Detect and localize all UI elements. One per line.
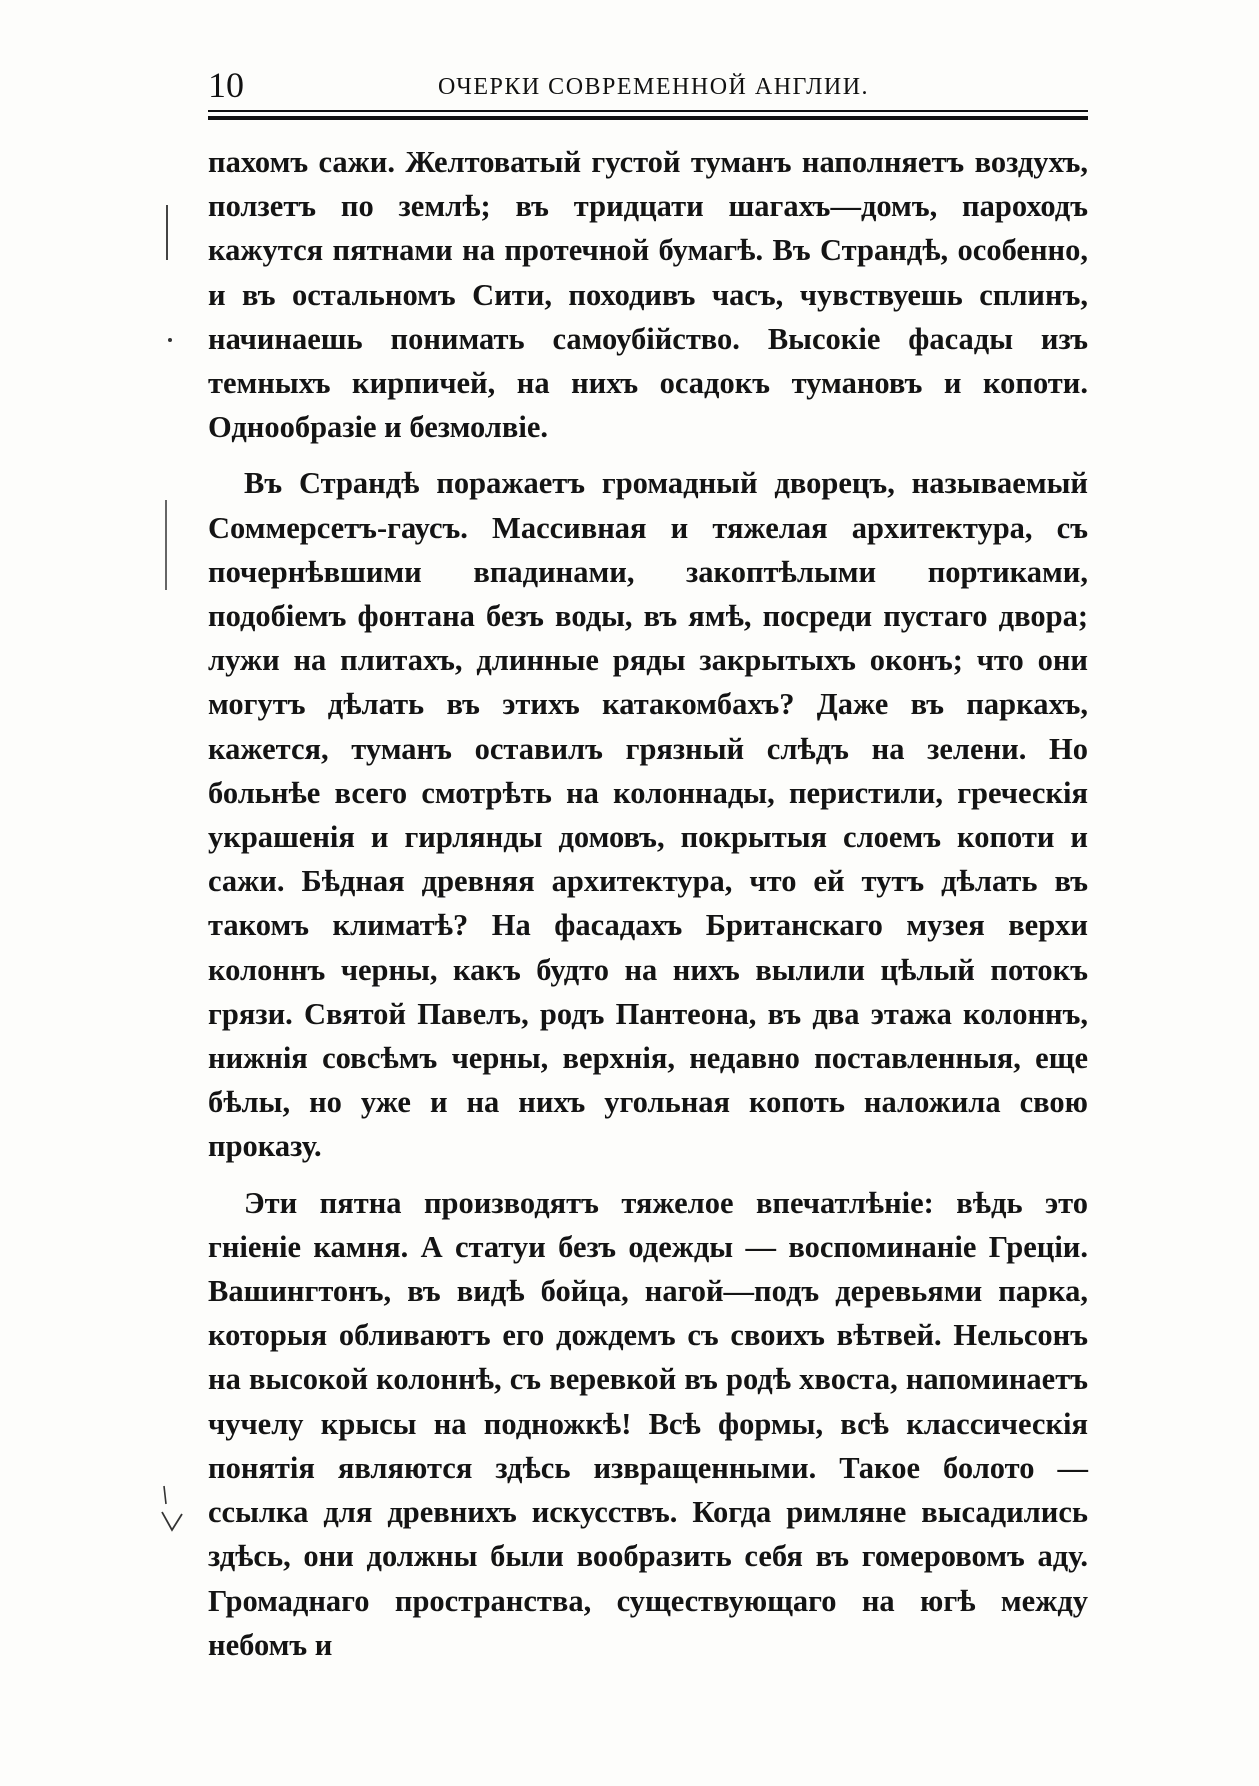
margin-pencil-dot bbox=[168, 338, 172, 342]
paragraph: Эти пятна производятъ тяжелое впечатлѣніе: вѣдь это гніеніе камня. А статуи безъ одежды — воспоминаніе Греціи. Вашингтонъ, въ видѣ бойца, нагой—подъ деревьями парка, которыя обливаютъ его дождемъ съ своихъ вѣтвей. Нельсонъ на высокой колоннѣ, съ веревкой въ родѣ хвоста, напоминаетъ чучелу крысы на подножкѣ! Всѣ формы, всѣ классическія понятія являются здѣсь извращенными. Такое болото — ссылка для древнихъ искусствъ. Когда римляне высадились здѣсь, они должны были вообразить себя въ гомеровомъ аду. Громаднаго пространства, существующаго на югѣ между небомъ и bbox=[208, 1185, 1088, 1662]
paragraph: пахомъ сажи. Желтоватый густой туманъ наполняетъ воздухъ, ползетъ по землѣ; въ тридцати шагахъ—домъ, пароходъ кажутся пятнами на протечной бумагѣ. Въ Страндѣ, особенно, и въ остальномъ Сити, походивъ часъ, чувствуешь сплинъ, начинаешь понимать самоубійство. Высокіе фасады изъ темныхъ кирпичей, на нихъ осадокъ тумановъ и копоти. Однообразіе и безмолвіе. bbox=[208, 145, 1088, 445]
page-number: 10 bbox=[208, 65, 244, 105]
header-rule-thin bbox=[208, 110, 1088, 112]
header-rule-thick bbox=[208, 116, 1088, 120]
paragraph: Въ Страндѣ поражаетъ громадный дворецъ, называемый Соммерсетъ-гаусъ. Массивная и тяжелая архитектура, съ почернѣвшими впадинами, закоптѣлыми портиками, подобіемъ фонтана безъ воды, въ ямѣ, посреди пустаго двора; лужи на плитахъ, длинные ряды закрытыхъ оконъ; что они могутъ дѣлать въ этихъ катакомбахъ? Даже въ паркахъ, кажется, туманъ оставилъ грязный слѣдъ на зелени. Но больнѣе всего смотрѣть на колоннады, перистили, греческія украшенія и гирлянды домовъ, покрытыя слоемъ копоти и сажи. Бѣдная древняя архитектура, что ей тутъ дѣлать въ такомъ климатѣ? На фасадахъ Британскаго музея верхи колоннъ черны, какъ будто на нихъ вылили цѣлый потокъ грязи. Святой Павелъ, родъ Пантеона, въ два этажа колоннъ, нижнія совсѣмъ черны, верхнія, недавно поставленныя, еще бѣлы, но уже и на нихъ угольная копоть наложила свою проказу. bbox=[208, 466, 1088, 1164]
margin-pencil-mark bbox=[165, 500, 167, 590]
margin-check-mark bbox=[160, 1482, 190, 1542]
body-text bbox=[208, 140, 1088, 1679]
running-title: ОЧЕРКИ СОВРЕМЕННОЙ АНГЛИИ. bbox=[438, 74, 870, 100]
page-header bbox=[208, 60, 1088, 110]
margin-pencil-mark bbox=[166, 205, 168, 260]
